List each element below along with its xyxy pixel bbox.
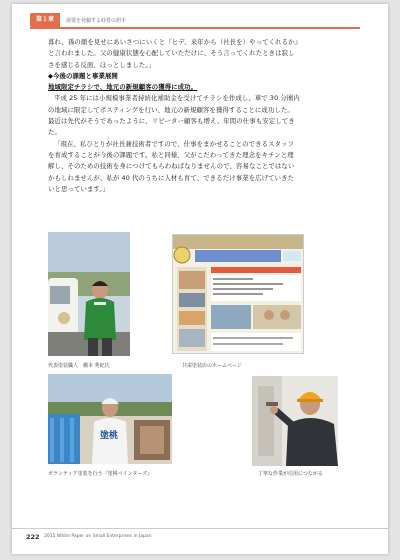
- shirt-sign: 塗桃: [100, 431, 119, 441]
- publication-title: 2015 White Paper on Small Enterprises in Japan: [44, 534, 152, 539]
- paragraph-line: かもしれませんが、私が 40 代のうちに人材も育て、できるだけ事業を広げていきた: [48, 173, 295, 182]
- section-heading: ◆今後の課題と事業展開: [48, 71, 118, 80]
- craftsman-photo: [252, 376, 338, 466]
- photo-caption: ボランティア塗装を行う『塗桃ペインターズ』: [48, 471, 153, 477]
- paragraph-line: と言われました。父の健康状態を心配していただけに、そう言ってくれたときは寂し: [48, 49, 295, 58]
- document-page: [12, 4, 388, 554]
- paragraph-line: た。: [48, 128, 61, 137]
- photo-caption: 丁寧な作業が信用につながる: [258, 471, 323, 477]
- section-subheading: 地域限定チラシで、地元の新規顧客の獲得に成功。: [48, 83, 198, 92]
- paragraph-line: 最近は先代がそうであったように、リピーター顧客も増え、年間の仕事も安定してき: [48, 117, 295, 126]
- chapter-title: 需要を発掘する経営の担手: [66, 17, 127, 24]
- photo-caption: 代表塗装職人 橋本 秀紀氏: [48, 363, 110, 369]
- volunteer-painting-photo: [48, 374, 172, 464]
- paragraph-line: を育成することが今後の課題です。私と同様、父がこだわってきた理念をキチンと理: [48, 150, 294, 159]
- body-text: [48, 37, 360, 195]
- chapter-header: [30, 13, 126, 27]
- chapter-tab: 第１章: [30, 13, 60, 27]
- page-number: 222: [26, 533, 40, 541]
- paragraph-line: の地域に限定してポスティングを行い、地元の新規顧客を獲得することに成功した。: [48, 105, 294, 114]
- homepage-screenshot: [172, 234, 304, 354]
- chapter-rule: [30, 27, 360, 29]
- footer-rule: [12, 528, 388, 529]
- paragraph-line: さを感じる反面、ほっとしました。」: [48, 60, 156, 69]
- paragraph-line: 「現在、私ひとりが社長兼技術者ですので、仕事をまかせることのできるスタッフ: [54, 139, 295, 148]
- owner-portrait-photo: [48, 232, 130, 356]
- paragraph-line: 暮れ、孫の顔を見せにあいさつにいくと『ヒデ、来年から（社長を）やってくれるか』: [48, 38, 302, 46]
- paragraph-line: 平成 25 年には小規模事業者持続化補助金を受けてチラシを作成し、車で 30 分圏内: [54, 94, 300, 103]
- paragraph-line: 解し、そのための技術を身につけてもらわねばなりませんので、容易なことではない: [48, 162, 295, 171]
- photo-caption: 共栄塗装店のホームページ: [182, 363, 242, 369]
- paragraph-line: いと思っています。」: [48, 184, 110, 193]
